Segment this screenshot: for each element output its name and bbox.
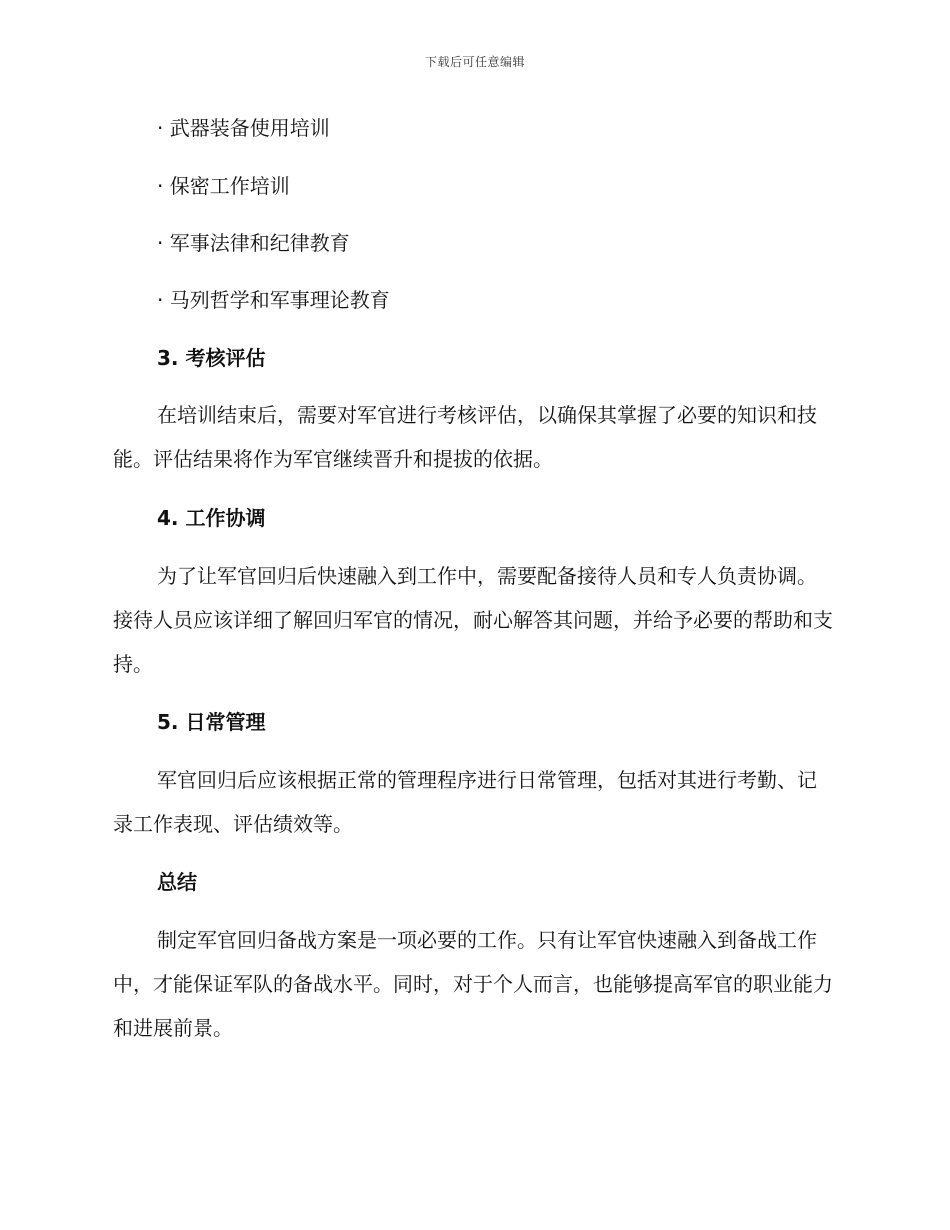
- section-paragraph-summary: 制定军官回归备战方案是一项必要的工作。只有让军官快速融入到备战工作中，才能保证军队的备战水平。同时，对于个人而言，也能够提高军官的职业能力和进展前景。: [113, 928, 833, 1040]
- section-paragraph-assessment: 在培训结束后，需要对军官进行考核评估，以确保其掌握了必要的知识和技能。评估结果将作为军官继续晋升和提拔的依据。: [113, 403, 817, 471]
- section-paragraph-daily-management: 军官回归后应该根据正常的管理程序进行日常管理，包括对其进行考勤、记录工作表现、评估绩效等。: [113, 768, 817, 836]
- bullet-item-weapons-training: · 武器装备使用培训: [157, 116, 330, 140]
- page-header: 下载后可任意编辑: [424, 55, 525, 69]
- bullet-item-law-education: · 军事法律和纪律教育: [157, 231, 350, 255]
- section-paragraph-coordination: 为了让军官回归后快速融入到工作中，需要配备接待人员和专人负责协调。接待人员应该详细了解回归军官的情况，耐心解答其问题，并给予必要的帮助和支持。: [113, 564, 833, 676]
- bullet-item-theory-education: · 马列哲学和军事理论教育: [157, 288, 390, 312]
- section-heading-coordination: 4. 工作协调: [157, 506, 266, 530]
- bullet-item-secrecy-training: · 保密工作培训: [157, 174, 290, 198]
- section-heading-assessment: 3. 考核评估: [157, 346, 266, 370]
- section-heading-daily-management: 5. 日常管理: [157, 710, 266, 734]
- section-heading-summary: 总结: [157, 870, 197, 894]
